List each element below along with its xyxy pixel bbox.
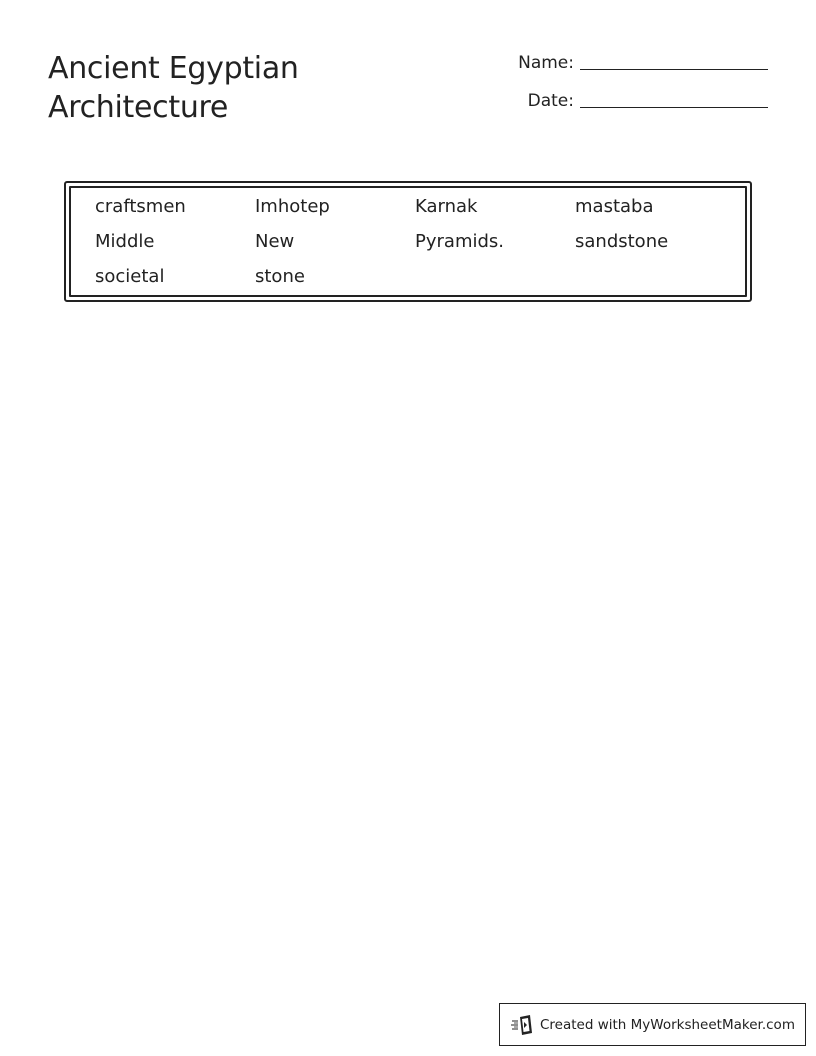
word-bank-item: societal: [95, 266, 165, 287]
word-bank-grid: [95, 195, 735, 300]
name-label: Name:: [518, 53, 574, 73]
word-bank-item: craftsmen: [95, 196, 186, 217]
title-line-2: Architecture: [48, 90, 229, 125]
name-blank-line[interactable]: [580, 69, 768, 70]
word-bank-box: [64, 181, 752, 302]
date-blank-line[interactable]: [580, 107, 768, 108]
word-bank-item: sandstone: [575, 231, 669, 252]
word-bank-item: Middle: [95, 231, 155, 252]
word-bank-item: stone: [255, 266, 305, 287]
word-bank-item: Karnak: [415, 196, 478, 217]
credit-text: Created with MyWorksheetMaker.com: [540, 1016, 795, 1033]
word-bank-item: Pyramids.: [415, 231, 504, 252]
word-bank-item: mastaba: [575, 196, 654, 217]
date-field: [528, 91, 768, 111]
credit-footer[interactable]: [499, 1003, 806, 1046]
word-bank-item: Imhotep: [255, 196, 330, 217]
word-bank-item: New: [255, 231, 295, 252]
date-label: Date:: [527, 91, 574, 111]
name-field: [518, 53, 768, 73]
worksheet-title: [48, 49, 428, 127]
worksheet-maker-logo-icon: [511, 1014, 535, 1036]
title-line-1: Ancient Egyptian: [48, 51, 299, 86]
word-bank-inner-border: [69, 186, 747, 297]
